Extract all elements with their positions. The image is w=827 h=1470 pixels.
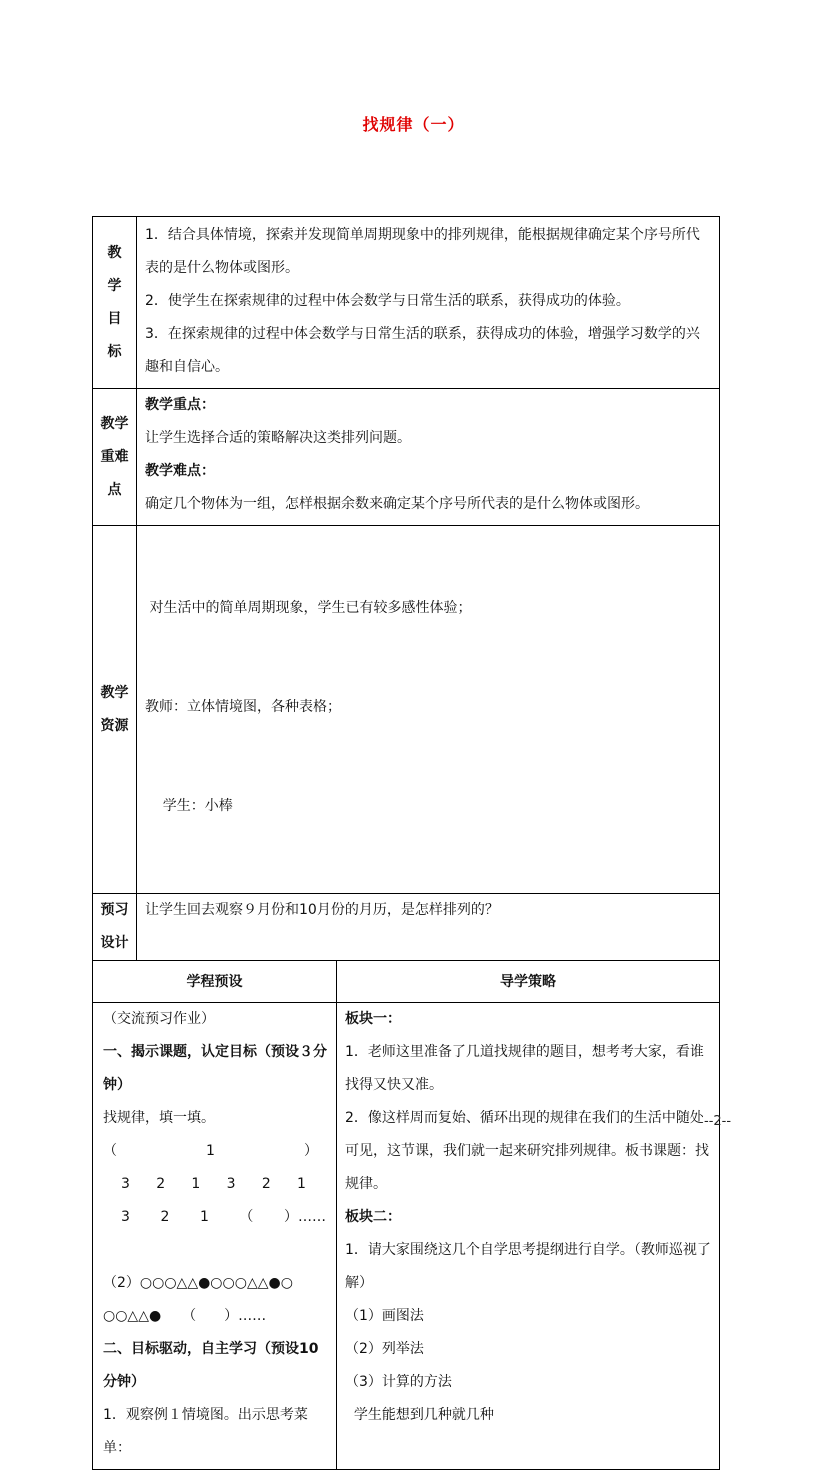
objectives-content [137, 217, 720, 389]
objective-item: 2．使学生在探索规律的过程中体会数学与日常生活的联系，获得成功的体验。 [145, 293, 630, 309]
objectives-label-char: 目 [107, 310, 122, 327]
section-heading-2: 二、目标驱动，自主学习（预设10分钟） [103, 1341, 319, 1390]
page-number: --2-- [704, 1114, 732, 1129]
preview-label-part: 预习 [100, 902, 129, 918]
sequence-number: 2 [160, 1209, 170, 1225]
intro-text: （交流预习作业） [103, 1011, 215, 1027]
content-row [93, 1003, 720, 1470]
sequence-number: 3 [226, 1176, 236, 1192]
sequence-blank: ）…… [283, 1209, 326, 1225]
step-text: 1．观察例１情境图。出示思考菜单： [103, 1407, 308, 1456]
focus-heading: 教学重点： [145, 397, 215, 413]
sequence-number: 1 [199, 1209, 209, 1225]
resources-content [137, 526, 720, 894]
bracket-close: ） [303, 1143, 318, 1159]
sequence-row [103, 1201, 326, 1234]
sequence-number: 3 [121, 1209, 130, 1225]
method-item: （1）画图法 [345, 1308, 424, 1324]
sequence-blank: （ [239, 1209, 254, 1225]
right-column-content [337, 1003, 720, 1470]
column-header-row [93, 961, 720, 1003]
block-1-paragraph: 2．像这样周而复始、循环出现的规律在我们的生活中随处可见，这节课，我们就一起来研究排列规律。板书课题：找规律。 [345, 1110, 709, 1192]
preview-label [93, 894, 137, 961]
preview-label-part: 设计 [100, 935, 129, 951]
block-2-paragraph: 1．请大家围绕这几个自学思考提纲进行自学。（教师巡视了解） [345, 1242, 711, 1291]
question-2-line: （2）○○○△△●○○○△△●○ [103, 1275, 293, 1291]
objectives-label-char: 标 [107, 343, 122, 360]
right-column-header: 导学策略 [337, 961, 720, 1003]
left-column-content [93, 1003, 337, 1470]
resources-row [93, 526, 720, 894]
left-column-header: 学程预设 [93, 961, 337, 1003]
resources-label-part: 教学 [100, 684, 129, 701]
page-title: 找规律（一） [362, 115, 465, 134]
question-2-line: ○○△△● （ ）…… [103, 1308, 267, 1324]
question-1 [103, 1135, 318, 1168]
key-points-label-part: 重难 [100, 448, 129, 465]
method-item: （3）计算的方法 [345, 1374, 452, 1390]
focus-text: 让学生选择合适的策略解决这类排列问题。 [145, 430, 411, 446]
preview-content [137, 894, 720, 961]
sequence-number: 2 [156, 1176, 166, 1192]
key-points-label-part: 点 [107, 481, 122, 498]
resources-line: 学生：小棒 [145, 798, 233, 814]
closing-text: 学生能想到几种就几种 [345, 1407, 494, 1423]
method-item: （2）列举法 [345, 1341, 424, 1357]
sequence-number: 2 [261, 1176, 271, 1192]
section-heading-1: 一、揭示课题，认定目标（预设３分钟） [103, 1044, 327, 1093]
difficulty-heading: 教学难点： [145, 463, 215, 479]
objectives-label-char: 教 [107, 244, 122, 261]
objective-item: 1．结合具体情境，探索并发现简单周期现象中的排列规律，能根据规律确定某个序号所代表的是什么物体或图形。 [145, 227, 700, 276]
objectives-label [93, 217, 137, 389]
bracket-open: （ [103, 1143, 117, 1159]
key-points-label [93, 389, 137, 526]
question-number: 1 [206, 1143, 215, 1159]
preview-row [93, 894, 720, 961]
block-2-heading: 板块二： [345, 1209, 401, 1225]
block-1-heading: 板块一： [345, 1011, 401, 1027]
resources-label [93, 526, 137, 894]
resources-line: 教师：立体情境图，各种表格； [145, 699, 341, 715]
sequence-number: 1 [297, 1176, 306, 1192]
lesson-plan-table [92, 216, 720, 1470]
block-1-paragraph: 1．老师这里准备了几道找规律的题目，想考考大家，看谁找得又快又准。 [345, 1044, 704, 1093]
sequence-number: 3 [121, 1176, 130, 1192]
objective-item: 3．在探索规律的过程中体会数学与日常生活的联系，获得成功的体验，增强学习数学的兴趣和自信心。 [145, 326, 700, 375]
sequence-number: 1 [191, 1176, 201, 1192]
resources-line: 对生活中的简单周期现象，学生已有较多感性体验； [145, 600, 472, 616]
objectives-label-char: 学 [107, 277, 122, 294]
key-points-content [137, 389, 720, 526]
key-points-label-part: 教学 [100, 415, 129, 432]
resources-label-part: 资源 [100, 717, 129, 734]
preview-text: 让学生回去观察９月份和10月份的月历，是怎样排列的？ [145, 902, 499, 918]
key-points-row [93, 389, 720, 526]
task-text: 找规律，填一填。 [103, 1110, 215, 1126]
objectives-row [93, 217, 720, 389]
sequence-row [103, 1168, 306, 1201]
difficulty-text: 确定几个物体为一组，怎样根据余数来确定某个序号所代表的是什么物体或图形。 [145, 496, 649, 512]
